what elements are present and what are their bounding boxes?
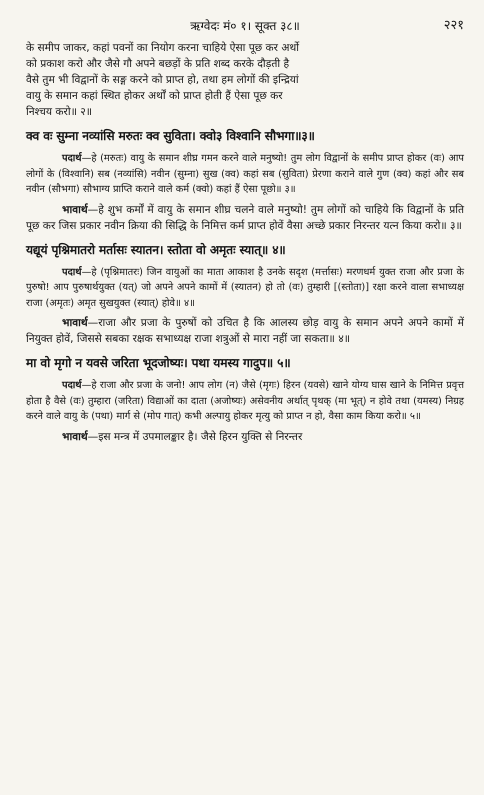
bhavarth-3 xyxy=(26,202,464,234)
bhavarth-text: —राजा और प्रजा के पुरुषों को उचित है कि आलस्य छोड़ वायु के समान अपने अपने कामों में नियुक्त होवें, जिससे सबका रक्षक सभाध्यक्ष राजा शत्रुओं से मारा नहीं जा सकता॥ ४॥ xyxy=(26,317,464,345)
padarth-label: पदार्थ xyxy=(62,266,82,278)
bhavarth-text: —हे शुभ कर्मों में वायु के समान शीघ्र चलने वाले मनुष्यो! तुम लोगों को चाहिये कि विद्वानों के प्रति पूछ कर जिस प्रकार नवीन क्रिया की सिद्धि के निमित्त कर्म प्राप्त होवें वैसा अच्छे प्रकार निरन्तर यत्न किया करो॥ ३॥ xyxy=(26,203,464,232)
text-line: वायु के समान कहां स्थित होकर अर्थों को प्राप्त होती हैं ऐसा पूछ कर xyxy=(26,90,283,102)
padarth-3 xyxy=(26,151,464,198)
verse-3 xyxy=(26,125,464,234)
bhavarth-5 xyxy=(26,429,464,445)
padarth-label: पदार्थ xyxy=(62,153,82,164)
bhavarth-label: भावार्थ xyxy=(62,203,88,216)
verse-4 xyxy=(26,239,464,348)
running-title: ऋग्वेदः मं० १। सूक्त ३८॥ xyxy=(190,19,300,33)
verse-5 xyxy=(26,352,464,445)
text-line: को प्रकाश करो और जैसे गौ अपने बछड़ों के प्रति शब्द करके दौड़ती है xyxy=(26,58,290,70)
bhavarth-label: भावार्थ xyxy=(62,430,88,443)
bhavarth-4 xyxy=(26,315,464,347)
continuation-paragraph xyxy=(26,40,464,120)
padarth-label: पदार्थ xyxy=(62,380,82,391)
text-line: वैसे तुम भी विद्वानों के सङ्ग करने को प्राप्त हो, तथा हम लोगों की इन्द्रियां xyxy=(26,74,299,86)
mantra-4: यद्यूयं पृश्निमातरो मर्तासः स्यातन। स्तोता वो अमृतः स्यात्॥ ४॥ xyxy=(26,242,286,257)
bhavarth-text: —इस मन्त्र में उपमालङ्कार है। जैसे हिरन युक्ति से निरन्तर xyxy=(87,430,303,443)
padarth-4 xyxy=(26,265,464,312)
page-header xyxy=(26,12,464,40)
padarth-text: —हे (पृश्निमातरः) जिन वायुओं का माता आकाश है उनके सदृश (मर्त्तासः) मरणधर्म युक्त राजा और प्रजा के पुरुषो! आप पुरुषार्थयुक्त (यत्) जो अपने अपने कामों में (स्यातन) हो तो (वः) तुम्हारी [(स्तोता)] रक्षा करने वाला सभाध्यक्ष राजा (अमृतः) अमृत सुखयुक्त (स्यात्) होवे॥ ४॥ xyxy=(26,266,464,309)
mantra-3: क्व वः सुम्ना नव्यांसि मरुतः क्व सुविता। क्वो३ विश्वानि सौभगा॥३॥ xyxy=(26,129,315,143)
padarth-text: —हे राजा और प्रजा के जनो! आप लोग (न) जैसे (मृगः) हिरन (यवसे) खाने योग्य घास खाने के निमित्त प्रवृत्त होता है वैसे (वः) तुम्हारा (जरिता) विद्याओं का दाता (अजोष्यः) असेवनीय अर्थात् पृथक् (मा भूत्) न होवे तथा (यमस्य) निग्रह करने वाले वायु के (पथा) मार्ग से (मोप गात्) कभी अल्पायु होकर मृत्यु को प्राप्त न हो, वैसा काम किया करो॥ ५॥ xyxy=(26,380,464,422)
padarth-text: —हे (मरुतः) वायु के समान शीघ्र गमन करने वाले मनुष्यो! तुम लोग विद्वानों के समीप प्राप्त होकर (वः) आप लोगों के (विश्वानि) सब (नव्यांसि) नवीन (सुम्ना) सुख (क्व) कहां सब (सुविता) प्रेरणा कराने वाले गुण (क्व) कहां और सब नवीन (सौभगा) सौभाग्य प्राप्ति कराने वाले कर्म (क्वो) कहां हैं ऐसा पूछो॥ ३॥ xyxy=(26,153,464,195)
padarth-5 xyxy=(26,378,464,425)
text-line: निश्चय करो॥ २॥ xyxy=(26,106,93,118)
text-line: के समीप जाकर, कहां पवनों का नियोग करना चाहिये ऐसा पूछ कर अर्थो xyxy=(26,42,299,54)
mantra-5: मा वो मृगो न यवसे जरिता भूदजोष्यः। पथा यमस्य गादुप॥ ५॥ xyxy=(26,356,291,370)
bhavarth-label: भावार्थ xyxy=(62,317,88,329)
page-number: २२१ xyxy=(443,18,464,33)
